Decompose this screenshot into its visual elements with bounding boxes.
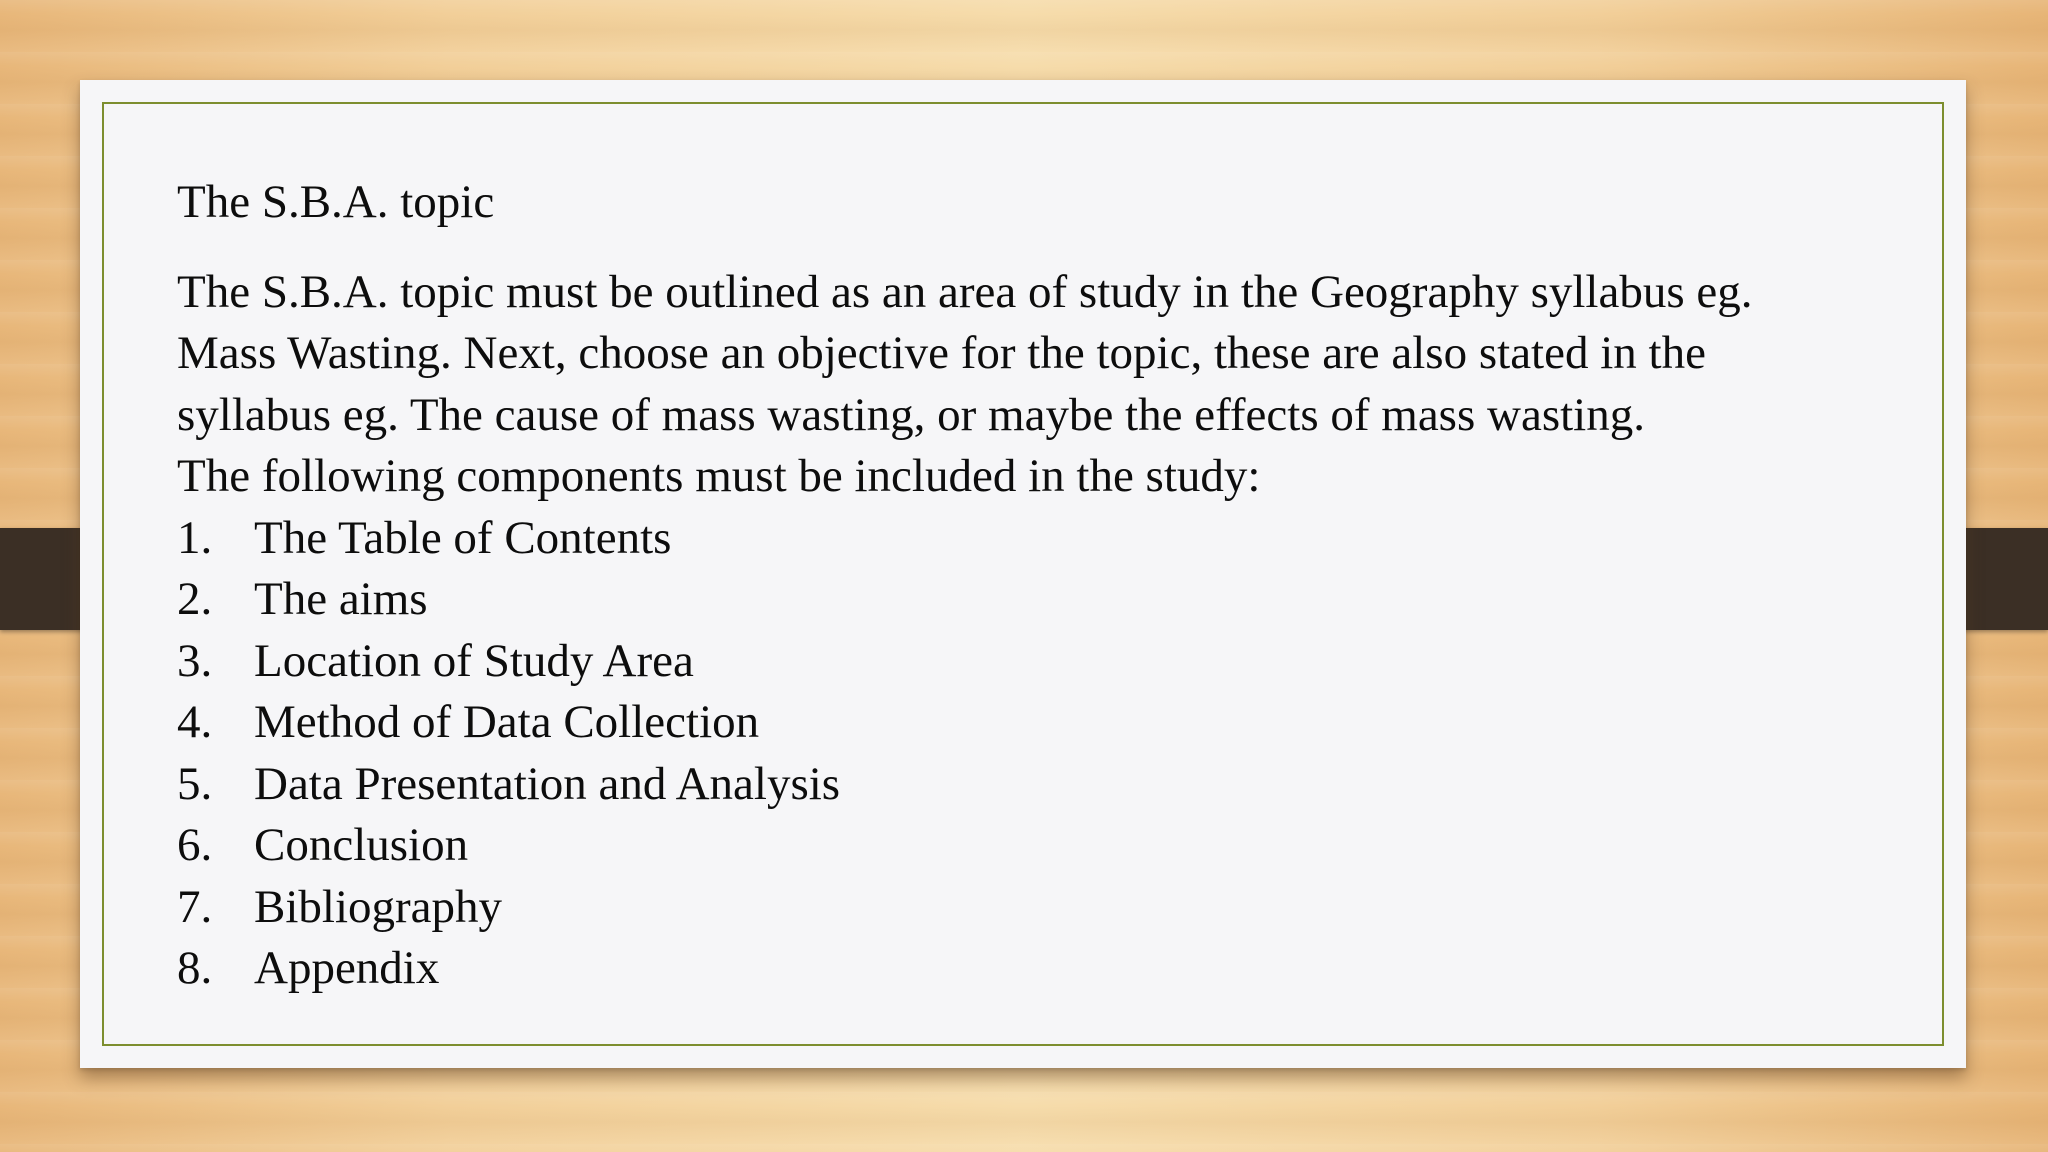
list-number: 5. — [177, 757, 213, 810]
list-item — [177, 877, 1917, 939]
intro-paragraph — [177, 262, 1917, 508]
list-number: 4. — [177, 696, 213, 748]
list-number: 8. — [177, 942, 213, 994]
list-number: 1. — [177, 511, 213, 564]
list-label: Appendix — [254, 942, 440, 994]
slide-title: The S.B.A. topic — [177, 176, 495, 228]
paragraph-line: The S.B.A. topic must be outlined as an area of study in the Geography syllabus eg. — [177, 265, 1753, 318]
list-label: Method of Data Collection — [254, 696, 760, 748]
slide-card — [80, 80, 1966, 1068]
list-label: The aims — [254, 573, 428, 625]
list-item — [177, 569, 1917, 631]
list-label: Bibliography — [254, 880, 503, 933]
list-number: 3. — [177, 634, 213, 687]
list-number: 7. — [177, 880, 213, 933]
paragraph-line: syllabus eg. The cause of mass wasting, or maybe the effects of mass wasting. — [177, 388, 1645, 441]
list-number: 2. — [177, 573, 213, 625]
list-item — [177, 631, 1917, 693]
paragraph-line: Mass Wasting. Next, choose an objective for the topic, these are also stated in the — [177, 327, 1706, 379]
list-item — [177, 508, 1917, 570]
paragraph-line: The following components must be included in the study: — [177, 450, 1261, 502]
list-label: Data Presentation and Analysis — [254, 757, 841, 810]
list-item — [177, 692, 1917, 754]
list-number: 6. — [177, 819, 213, 871]
list-item — [177, 754, 1917, 816]
list-item — [177, 815, 1917, 877]
list-label: The Table of Contents — [254, 511, 672, 564]
slide-content — [177, 172, 1917, 1000]
list-label: Location of Study Area — [254, 634, 694, 687]
components-list — [177, 508, 1917, 1000]
list-label: Conclusion — [254, 819, 469, 871]
list-item — [177, 938, 1917, 1000]
